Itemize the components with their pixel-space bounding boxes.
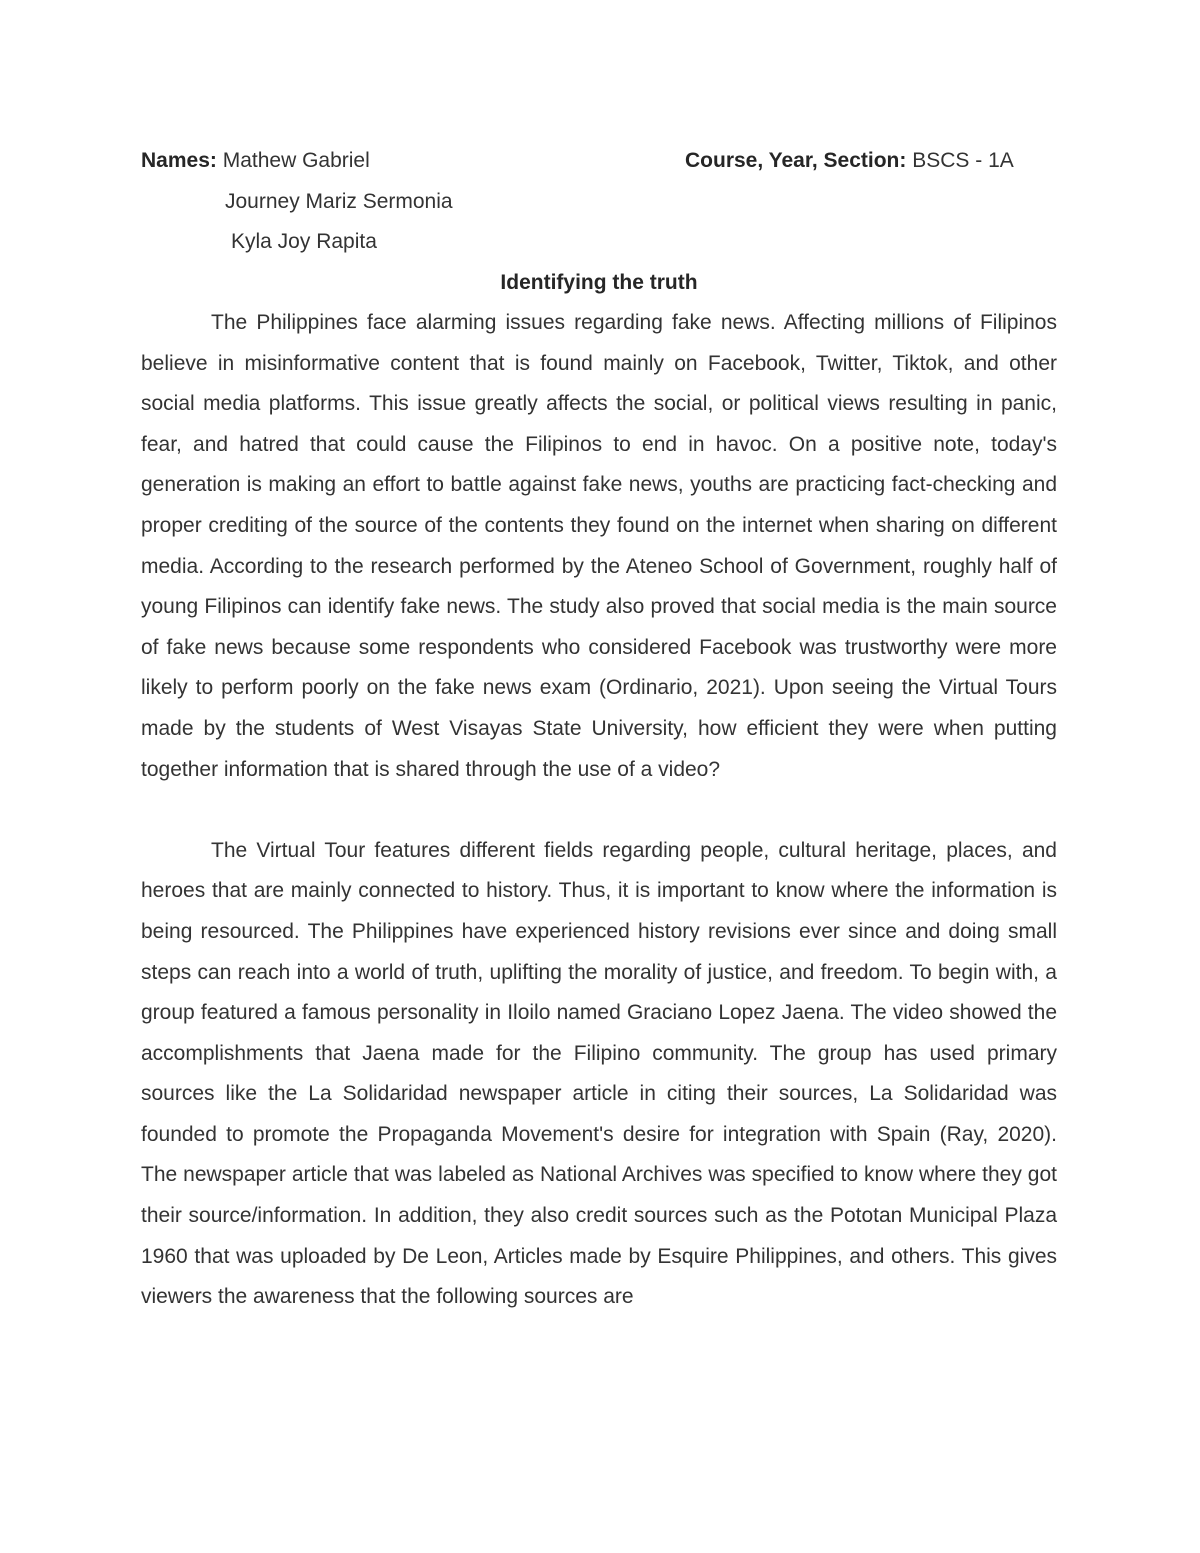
document-title: Identifying the truth [500, 271, 698, 294]
names-label: Names: [141, 149, 217, 172]
document-body [141, 303, 1057, 1318]
course-value: BSCS - 1A [912, 149, 1014, 172]
name-3: Kyla Joy Rapita [231, 230, 377, 254]
name-3-row [141, 222, 1057, 263]
name-2-row [141, 182, 1057, 223]
paragraph-1: The Philippines face alarming issues regarding fake news. Affecting millions of Filipinos believe in misinformative content that is found mainly on Facebook, Twitter, Tiktok, and other social media platforms. This issue greatly affects the social, or political views resulting in panic, fear, and hatred that could cause the Filipinos to end in havoc. On a positive note, today's generation is making an effort to battle against fake news, youths are practicing fact-checking and proper crediting of the source of the contents they found on the internet when sharing on different media. According to the research performed by the Ateneo School of Government, roughly half of young Filipinos can identify fake news. The study also proved that social media is the main source of fake news because some respondents who considered Facebook was trustworthy were more likely to perform poorly on the fake news exam (Ordinario, 2021). Upon seeing the Virtual Tours made by the students of West Visayas State University, how efficient they were when putting together information that is shared through the use of a video? [141, 311, 1057, 781]
names-row [141, 141, 1057, 182]
course-label: Course, Year, Section: [685, 149, 907, 172]
course-info [685, 141, 1014, 182]
paragraph-2: The Virtual Tour features different fields regarding people, cultural heritage, places, and heroes that are mainly connected to history. Thus, it is important to know where the information is being resourced. The Philippines have experienced history revisions ever since and doing small steps can reach into a world of truth, uplifting the morality of justice, and freedom. To begin with, a group featured a famous personality in Iloilo named Graciano Lopez Jaena. The video showed the accomplishments that Jaena made for the Filipino community. The group has used primary sources like the La Solidaridad newspaper article in citing their sources, La Solidaridad was founded to promote the Propaganda Movement's desire for integration with Spain (Ray, 2020). The newspaper article that was labeled as National Archives was specified to know where they got their source/information. In addition, they also credit sources such as the Pototan Municipal Plaza 1960 that was uploaded by De Leon, Articles made by Esquire Philippines, and others. This gives viewers the awareness that the following sources are [141, 838, 1057, 1309]
name-2: Journey Mariz Sermonia [225, 189, 453, 213]
name-1: Mathew Gabriel [222, 149, 370, 172]
header-block [141, 141, 1057, 263]
